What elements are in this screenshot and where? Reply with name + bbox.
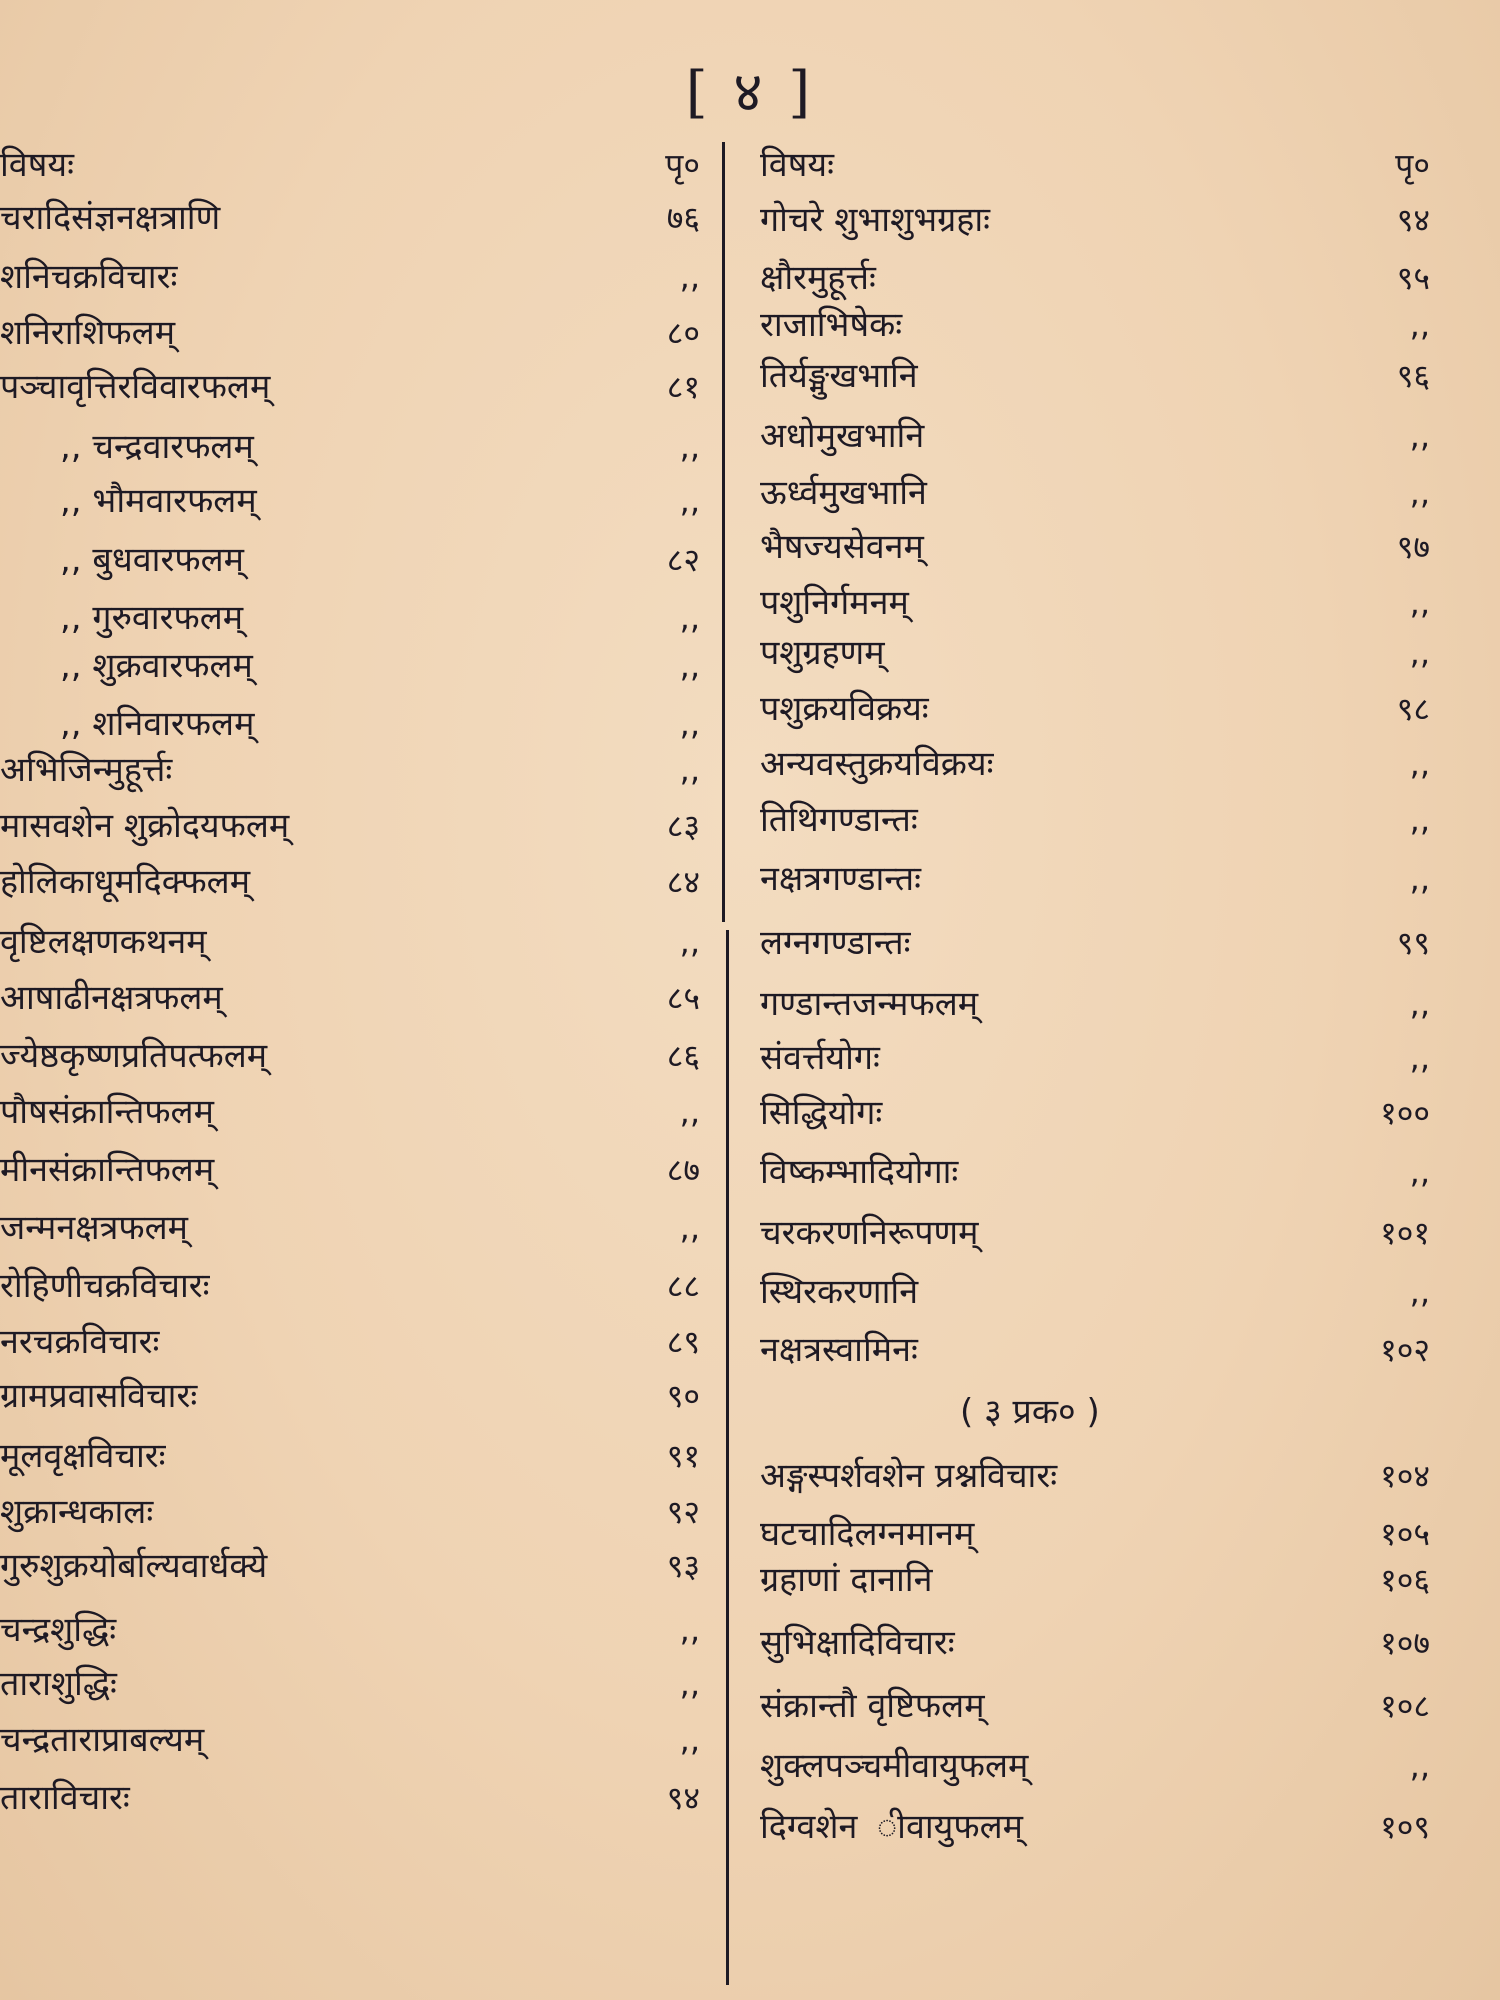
entry-page-number: ,,: [679, 428, 700, 466]
entry-title: पौषसंक्रान्तिफलम्: [0, 1092, 214, 1132]
toc-entry: [720, 1560, 1500, 1616]
entry-page-number: ८६: [666, 1037, 700, 1075]
entry-title: पशुक्रयविक्रयः: [760, 689, 929, 729]
entry-page-number: ,,: [679, 647, 700, 685]
toc-entry: [0, 257, 720, 313]
toc-entry: [0, 806, 720, 862]
entry-title: ज्येष्ठकृष्णप्रतिपत्फलम्: [0, 1036, 268, 1076]
entry-title: आषाढीनक्षत्रफलम्: [0, 978, 223, 1018]
entry-page-number: ९५: [1396, 259, 1430, 297]
entry-page-number: ७६: [666, 199, 700, 237]
entry-title: नरचक्रविचारः: [0, 1322, 160, 1362]
entry-page-number: ९४: [1396, 201, 1430, 239]
toc-entry: [720, 984, 1500, 1040]
entry-page-number: ८५: [666, 979, 700, 1017]
entry-title: ग्रहाणां दानानि: [760, 1560, 933, 1600]
entry-title: पशुनिर्गमनम्: [760, 583, 909, 623]
entry-title: ,, चन्द्रवारफलम्: [60, 427, 254, 467]
entry-page-number: ८८: [666, 1267, 700, 1305]
entry-page-number: ,,: [679, 482, 700, 520]
entry-page-number: ,,: [1409, 801, 1430, 839]
entry-title: लग्नगण्डान्तः: [760, 923, 911, 963]
toc-entry: [0, 1546, 720, 1602]
toc-entry: [720, 1623, 1500, 1679]
entry-title: स्थिरकरणानि: [760, 1272, 919, 1312]
entry-title: पञ्चावृत्तिरविवारफलम्: [0, 367, 271, 407]
entry-page-number: १०१: [1380, 1214, 1430, 1252]
toc-entry: [720, 859, 1500, 915]
toc-entry: [720, 633, 1500, 689]
entry-title: अधोमुखभानि: [760, 416, 925, 456]
toc-entry: [0, 1436, 720, 1492]
entry-page-number: ९६: [1396, 357, 1430, 395]
toc-entry: [720, 1807, 1500, 1863]
entry-title: विषयः: [760, 145, 834, 185]
entry-page-number: १०९: [1380, 1808, 1430, 1846]
toc-entry: [720, 1213, 1500, 1269]
entry-title: ऊर्ध्वमुखभानि: [760, 473, 927, 513]
entry-page-number: ,,: [679, 258, 700, 296]
section-heading: ( ३ प्रक० ): [960, 1392, 1100, 1432]
entry-title: चरादिसंज्ञनक्षत्राणि: [0, 198, 221, 238]
entry-title: ,, शुक्रवारफलम्: [60, 646, 253, 686]
entry-page-number: ,,: [1409, 634, 1430, 672]
entry-title: गुरुशुक्रयोर्बाल्यवार्धक्ये: [0, 1546, 268, 1586]
toc-entry: [720, 356, 1500, 412]
entry-page-number: ,,: [1409, 745, 1430, 783]
entry-title: ग्रामप्रवासविचारः: [0, 1376, 198, 1416]
entry-page-number: ८१: [666, 368, 700, 406]
toc-entry: [720, 1093, 1500, 1149]
toc-entry: [0, 862, 720, 918]
entry-title: रोहिणीचक्रविचारः: [0, 1266, 210, 1306]
entry-page-number: पृ०: [1395, 146, 1430, 184]
toc-entry: [0, 646, 720, 702]
toc-entry: [720, 1686, 1500, 1742]
toc-entry: [0, 1266, 720, 1322]
entry-title: ,, बुधवारफलम्: [60, 540, 244, 580]
entry-title: संक्रान्तौ वृष्टिफलम्: [760, 1686, 985, 1726]
entry-title: विषयः: [0, 145, 74, 185]
entry-title: अङ्गस्पर्शवशेन प्रश्नविचारः: [760, 1456, 1058, 1496]
entry-title: होलिकाधूमदिक्फलम्: [0, 862, 251, 902]
entry-page-number: ,,: [679, 1721, 700, 1759]
entry-page-number: ९१: [666, 1437, 700, 1475]
entry-page-number: ९४: [666, 1779, 700, 1817]
entry-page-number: ,,: [679, 751, 700, 789]
toc-entry: [720, 1330, 1500, 1386]
entry-page-number: ,,: [679, 923, 700, 961]
toc-entry: [0, 1376, 720, 1432]
entry-page-number: १०२: [1380, 1331, 1430, 1369]
entry-page-number: ,,: [1409, 1153, 1430, 1191]
entry-title: ,, शनिवारफलम्: [60, 704, 255, 744]
toc-entry: [720, 305, 1500, 361]
toc-entry: [0, 313, 720, 369]
page-marker: [ ४ ]: [685, 60, 815, 125]
entry-title: मासवशेन शुक्रोदयफलम्: [0, 806, 290, 846]
toc-entry: [720, 416, 1500, 472]
toc-entry: [0, 540, 720, 596]
toc-entry: [720, 200, 1500, 256]
entry-page-number: पृ०: [665, 146, 700, 184]
entry-title: विष्कम्भादियोगाः: [760, 1152, 959, 1192]
entry-page-number: ,,: [1409, 1747, 1430, 1785]
entry-page-number: ,,: [679, 1209, 700, 1247]
entry-page-number: ,,: [679, 1665, 700, 1703]
entry-page-number: ८३: [666, 807, 700, 845]
toc-entry: [0, 427, 720, 483]
entry-title: नक्षत्रगण्डान्तः: [760, 859, 922, 899]
entry-page-number: १०५: [1380, 1515, 1430, 1553]
toc-entry: [720, 1746, 1500, 1802]
toc-entry: [0, 1664, 720, 1720]
toc-entry: [720, 145, 1500, 201]
toc-entry: [0, 1208, 720, 1264]
toc-entry: [0, 1492, 720, 1548]
entry-page-number: ,,: [679, 599, 700, 637]
entry-page-number: ९८: [1396, 690, 1430, 728]
entry-page-number: ८२: [666, 541, 700, 579]
entry-page-number: ,,: [1409, 985, 1430, 1023]
entry-page-number: ९२: [666, 1493, 700, 1531]
toc-entry: [0, 145, 720, 201]
entry-title: नक्षत्रस्वामिनः: [760, 1330, 918, 1370]
entry-title: जन्मनक्षत्रफलम्: [0, 1208, 188, 1248]
toc-entry: [720, 800, 1500, 856]
entry-page-number: ,,: [1409, 860, 1430, 898]
entry-title: संवर्त्तयोगः: [760, 1038, 880, 1078]
toc-entry: [0, 481, 720, 537]
toc-entry: [0, 1610, 720, 1666]
toc-entry: [720, 473, 1500, 529]
toc-entry: [0, 1092, 720, 1148]
toc-entry: [0, 367, 720, 423]
toc-entry: [0, 922, 720, 978]
entry-title: ताराशुद्धिः: [0, 1664, 117, 1704]
entry-page-number: १०८: [1380, 1687, 1430, 1725]
entry-page-number: ९०: [666, 1377, 700, 1415]
entry-title: चन्द्रताराप्राबल्यम्: [0, 1720, 205, 1760]
entry-title: शुक्लपञ्चमीवायुफलम्: [760, 1746, 1029, 1786]
toc-entry: [720, 923, 1500, 979]
entry-title: शुक्रान्धकालः: [0, 1492, 154, 1532]
entry-title: क्षौरमुहूर्त्तः: [760, 258, 876, 298]
entry-title: राजाभिषेकः: [760, 305, 903, 345]
entry-page-number: १००: [1380, 1094, 1430, 1132]
entry-title: भैषज्यसेवनम्: [760, 527, 924, 567]
entry-title: तिर्यङ्मुखभानि: [760, 356, 918, 396]
toc-entry: [0, 198, 720, 254]
entry-page-number: ८९: [666, 1323, 700, 1361]
entry-page-number: ,,: [1409, 1039, 1430, 1077]
entry-title: सुभिक्षादिविचारः: [760, 1623, 955, 1663]
entry-title: शनिचक्रविचारः: [0, 257, 178, 297]
entry-title: मूलवृक्षविचारः: [0, 1436, 166, 1476]
entry-title: अन्यवस्तुक्रयविक्रयः: [760, 744, 994, 784]
entry-title: चरकरणनिरूपणम्: [760, 1213, 979, 1253]
entry-page-number: १०४: [1380, 1457, 1430, 1495]
toc-entry: [720, 744, 1500, 800]
entry-title: गण्डान्तजन्मफलम्: [760, 984, 979, 1024]
entry-page-number: ,,: [1409, 1273, 1430, 1311]
entry-page-number: ८४: [666, 863, 700, 901]
entry-title: शनिराशिफलम्: [0, 313, 176, 353]
entry-page-number: ,,: [1409, 417, 1430, 455]
toc-entry: [720, 1152, 1500, 1208]
entry-title: ,, भौमवारफलम्: [60, 481, 257, 521]
entry-title: दिग्वशेन ‌‌ ीवायुफलम्: [760, 1807, 1023, 1847]
entry-title: तिथिगण्डान्तः: [760, 800, 918, 840]
entry-page-number: ,,: [1409, 306, 1430, 344]
entry-title: मीनसंक्रान्तिफलम्: [0, 1150, 215, 1190]
toc-entry: [0, 1036, 720, 1092]
toc-entry: [720, 689, 1500, 745]
toc-entry: [0, 1150, 720, 1206]
entry-page-number: १०६: [1380, 1561, 1430, 1599]
entry-title: चन्द्रशुद्धिः: [0, 1610, 117, 1650]
entry-page-number: ,,: [1409, 474, 1430, 512]
entry-title: गोचरे शुभाशुभग्रहाः: [760, 200, 991, 240]
entry-page-number: ,,: [679, 1093, 700, 1131]
toc-entry: [0, 978, 720, 1034]
toc-entry: [720, 583, 1500, 639]
entry-title: अभिजिन्मुहूर्त्तः: [0, 750, 173, 790]
entry-title: सिद्धियोगः: [760, 1093, 883, 1133]
toc-entry: [0, 750, 720, 806]
entry-title: वृष्टिलक्षणकथनम्: [0, 922, 207, 962]
entry-page-number: ९९: [1396, 924, 1430, 962]
entry-page-number: ८७: [666, 1151, 700, 1189]
toc-entry: [0, 1322, 720, 1378]
toc-entry: [720, 1038, 1500, 1094]
entry-title: ताराविचारः: [0, 1778, 130, 1818]
entry-page-number: ९३: [666, 1547, 700, 1585]
entry-page-number: १०७: [1380, 1624, 1430, 1662]
entry-page-number: ,,: [679, 705, 700, 743]
entry-page-number: ,,: [679, 1611, 700, 1649]
toc-entry: [0, 1778, 720, 1834]
entry-page-number: ९७: [1396, 528, 1430, 566]
entry-page-number: ८०: [666, 314, 700, 352]
entry-title: पशुग्रहणम्: [760, 633, 885, 673]
entry-title: घटचादिलग्नमानम्: [760, 1514, 975, 1554]
toc-entry: [0, 1720, 720, 1776]
entry-page-number: ,,: [1409, 584, 1430, 622]
entry-title: ,, गुरुवारफलम्: [60, 598, 244, 638]
toc-entry: [720, 527, 1500, 583]
toc-entry: [720, 1456, 1500, 1512]
toc-entry: [720, 1272, 1500, 1328]
